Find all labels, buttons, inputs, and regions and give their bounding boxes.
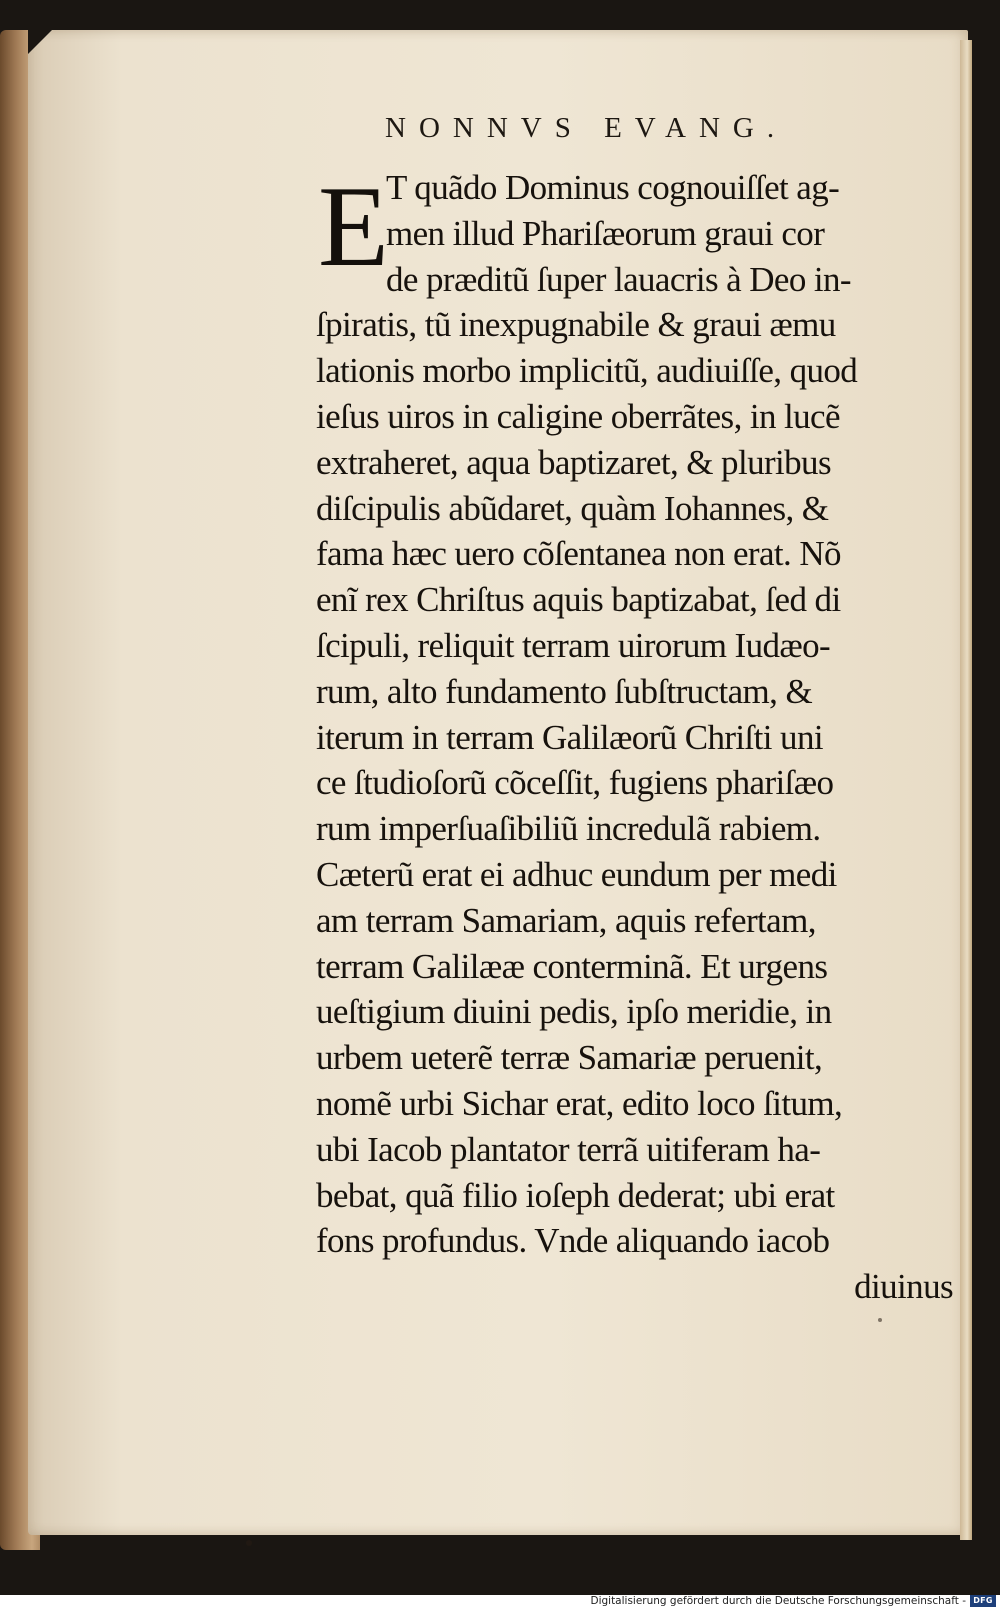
text-line: terram Galilææ conterminã. Et urgens: [316, 946, 828, 986]
text-line: iterum in terram Galilæorũ Chriſti uni: [316, 717, 823, 757]
text-line: de præditũ ſuper lauacris à Deo in-: [386, 259, 851, 299]
text-line: ieſus uiros in caligine oberrãtes, in lucẽ: [316, 396, 840, 436]
text-line: ce ſtudioſorũ cõceſſit, fugiens phariſæo: [316, 763, 834, 803]
text-line: am terram Samariam, aquis refertam,: [316, 900, 816, 940]
text-line: nomẽ urbi Sichar erat, edito loco ſitum,: [316, 1083, 843, 1123]
text-line: Cæterũ erat ei adhuc eundum per medi: [316, 854, 837, 894]
text-line: fons profundus. Vnde aliquando iacob: [316, 1221, 830, 1261]
text-line: rum imperſuaſibiliũ incredulã rabiem.: [316, 809, 821, 849]
text-line: extraheret, aqua baptizaret, & pluribus: [316, 442, 831, 482]
text-line: urbem ueterẽ terræ Samariæ peruenit,: [316, 1038, 823, 1078]
text-line: enĩ rex Chriſtus aquis baptizabat, ſed di: [316, 580, 841, 620]
text-line: men illud Phariſæorum graui cor: [386, 213, 825, 253]
text-line: diſcipulis abũdaret, quàm Iohannes, &: [316, 488, 829, 528]
text-line: bebat, quã filio ioſeph dederat; ubi erat: [316, 1175, 835, 1215]
catchword: diuinus: [854, 1267, 953, 1307]
ink-speck: [246, 1540, 252, 1546]
text-line: rum, alto fundamento ſubſtructam, &: [316, 671, 813, 711]
text-line: lationis morbo implicitũ, audiuiſſe, quod: [316, 351, 858, 391]
text-line: ueſtigium diuini pedis, ipſo meridie, in: [316, 992, 832, 1032]
ink-speck: [878, 1318, 882, 1322]
text-line: ſpiratis, tũ inexpugnabile & graui æmu: [316, 305, 836, 345]
text-line: fama hæc uero cõſentanea non erat. Nõ: [316, 534, 841, 574]
text-line: ſcipuli, reliquit terram uirorum Iudæo-: [316, 625, 831, 665]
drop-cap-initial: E: [318, 163, 389, 291]
digitization-credit: Digitalisierung gefördert durch die Deutsche Forschungsgemeinschaft -: [590, 1595, 966, 1607]
text-line: ubi Iacob plantator terrã uitiferam ha-: [316, 1129, 821, 1169]
dfg-logo: DFG: [970, 1595, 996, 1607]
page-corner-fold: [28, 30, 52, 54]
text-line: T quãdo Dominus cognouiſſet ag-: [386, 168, 840, 207]
running-head: NONNVS EVANG.: [385, 112, 788, 144]
body-text: [316, 165, 961, 1310]
page-fore-edge: [960, 40, 972, 1540]
